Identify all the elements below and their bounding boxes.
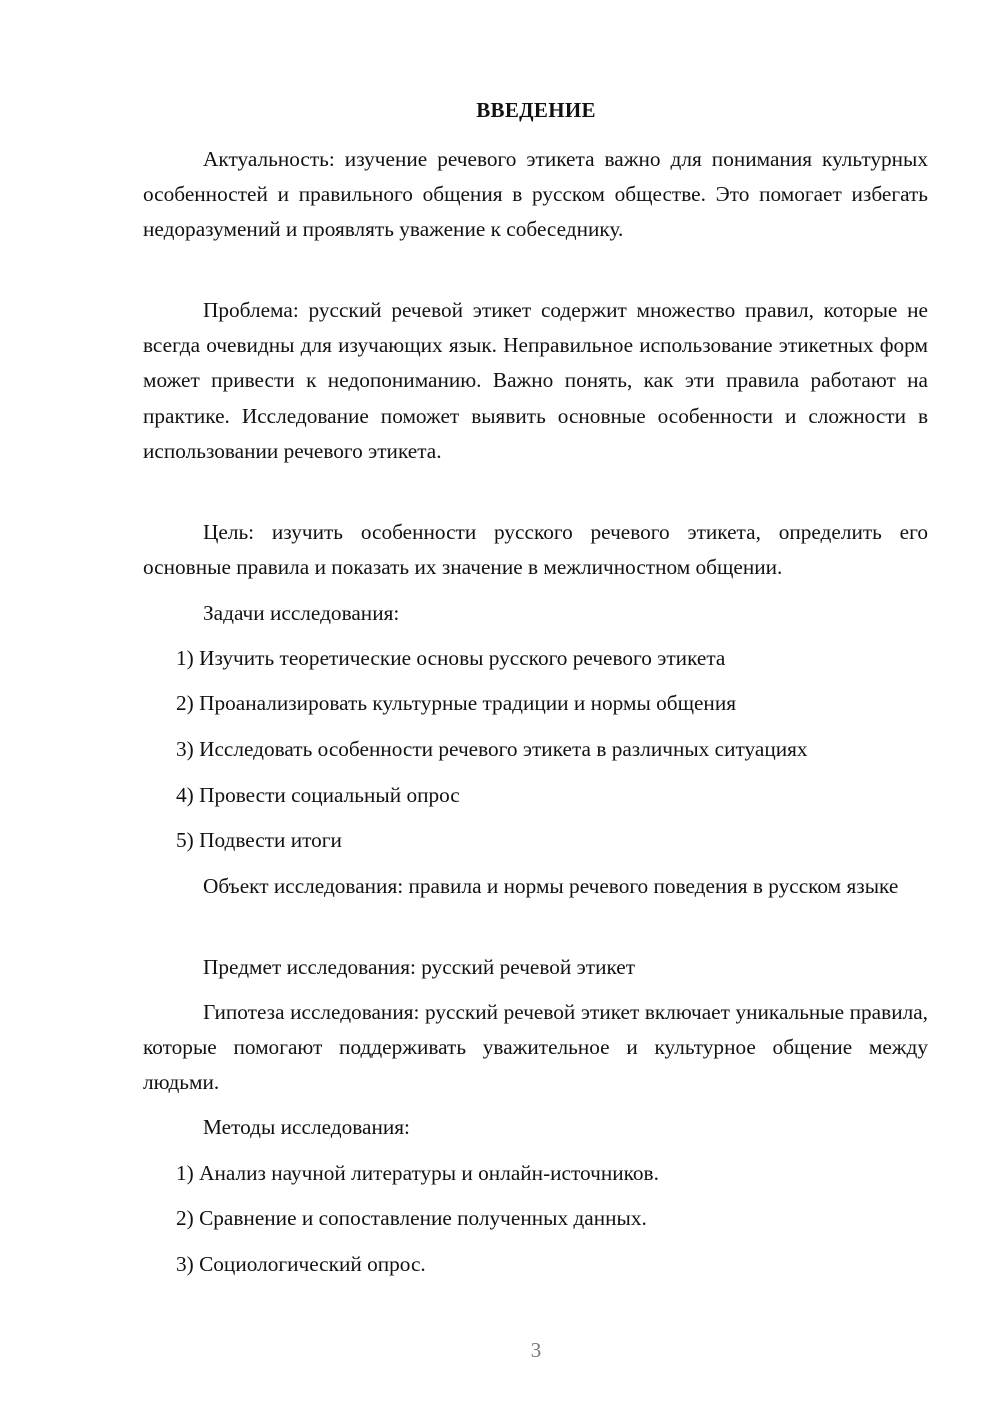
subject-paragraph: Предмет исследования: русский речевой этикет	[203, 955, 636, 979]
method-item: 1) Анализ научной литературы и онлайн-источников.	[176, 1161, 659, 1185]
task-item: 4) Провести социальный опрос	[176, 783, 460, 807]
task-item: 2) Проанализировать культурные традиции и нормы общения	[176, 691, 737, 715]
object-paragraph: Объект исследования: правила и нормы речевого поведения в русском языке	[203, 874, 899, 898]
method-item: 3) Социологический опрос.	[176, 1252, 426, 1276]
task-item: 3) Исследовать особенности речевого этикета в различных ситуациях	[176, 737, 808, 761]
hypothesis-paragraph: Гипотеза исследования: русский речевой этикет включает уникальные правила, которые помогают поддерживать уважительное и культурное общение между людьми.	[143, 1000, 928, 1095]
problem-paragraph: Проблема: русский речевой этикет содержит множество правил, которые не всегда очевидны для изучающих язык. Неправильное использование этикетных форм может привести к недопониманию. Важно понять, как эти правила работают на практике. Исследование поможет выявить основные особенности и сложности в использовании речевого этикета.	[143, 298, 928, 463]
page-title: ВВЕДЕНИЕ	[476, 98, 596, 122]
tasks-heading: Задачи исследования:	[203, 601, 400, 625]
task-item: 1) Изучить теоретические основы русского речевого этикета	[176, 646, 726, 670]
methods-heading: Методы исследования:	[203, 1115, 410, 1139]
relevance-paragraph: Актуальность: изучение речевого этикета важно для понимания культурных особенностей и правильного общения в русском обществе. Это помогает избегать недоразумений и проявлять уважение к собеседнику.	[143, 147, 928, 242]
goal-paragraph: Цель: изучить особенности русского речевого этикета, определить его основные правила и показать их значение в межличностном общении.	[143, 520, 928, 580]
page-number: 3	[530, 1338, 542, 1362]
task-item: 5) Подвести итоги	[176, 828, 342, 852]
method-item: 2) Сравнение и сопоставление полученных данных.	[176, 1206, 647, 1230]
